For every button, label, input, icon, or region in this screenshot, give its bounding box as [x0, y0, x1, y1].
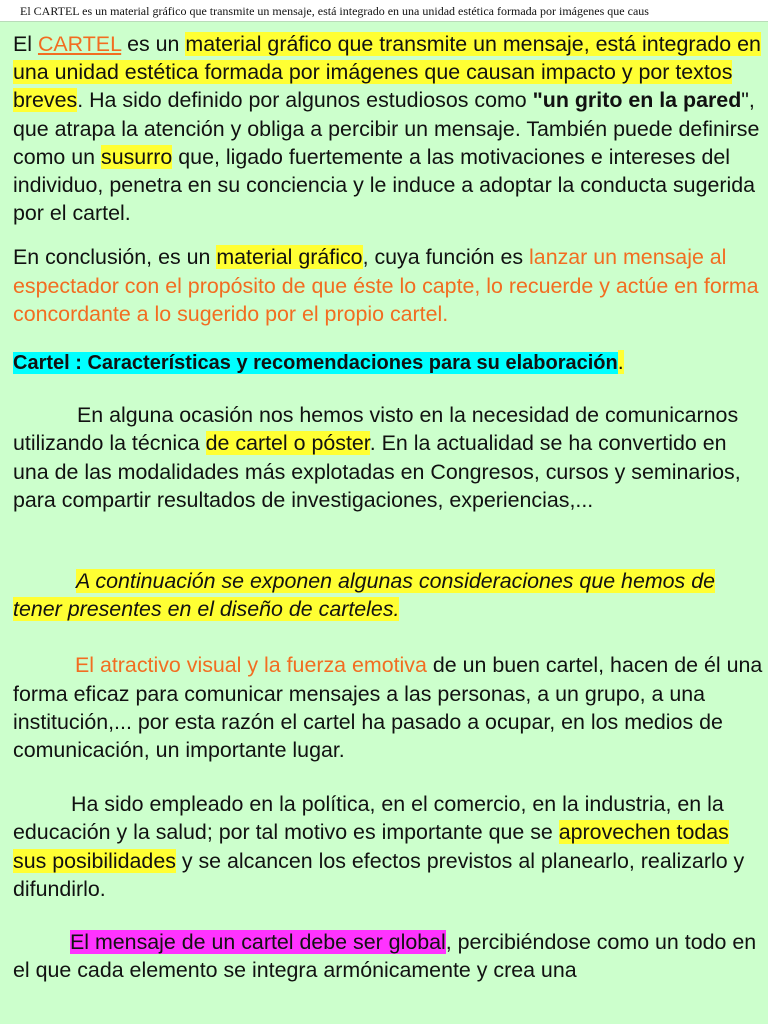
paragraph-definition	[13, 30, 765, 227]
section-heading	[13, 348, 765, 377]
text-span: Ha sido empleado en la política, en el comercio, en la industria, en la educación y la salud; por tal motivo es importante que se	[13, 792, 724, 845]
text-span: y se alcancen los efectos previstos al planearlo, realizarlo y difundirlo.	[13, 848, 745, 901]
text-span: El	[13, 32, 38, 56]
heading-highlight: Cartel : Características y recomendaciones para su elaboración	[13, 352, 618, 375]
bold-quote: "un grito en la pared	[532, 88, 742, 113]
text-span: . En la actualidad se ha convertido en una de las modalidades más explotadas en Congresos, cursos y seminarios, para compartir resultados de investigaciones, experiencias,...	[13, 431, 741, 512]
text-span: que, ligado fuertemente a las motivaciones e intereses del individuo, penetra en su conciencia y le induce a adoptar la conducta sugerida por el cartel.	[13, 144, 756, 226]
highlight-possibilities: aprovechen todas sus posibilidades	[13, 820, 729, 873]
heading-tail: .	[617, 350, 624, 375]
text-span: ", que atrapa la atención y obliga a percibir un mensaje. También puede definirse como un	[13, 88, 760, 169]
paragraph-conclusion	[13, 243, 765, 328]
orange-function-text: lanzar un mensaje al espectador con el propósito de que éste lo capte, lo recuerde y actúe en forma concordante a lo sugerido por el propio cartel.	[13, 245, 759, 326]
highlight-cartel-poster: de cartel o póster	[205, 431, 370, 456]
cartel-link[interactable]: CARTEL	[37, 32, 122, 56]
highlight-considerations: A continuación se exponen algunas consideraciones que hemos de tener presentes en el diseño de carteles.	[13, 569, 715, 622]
highlight-global-message: El mensaje de un cartel debe ser global	[70, 930, 446, 955]
text-span: , cuya función es	[362, 245, 530, 270]
paragraph-global-message	[13, 928, 765, 984]
highlight-material-grafico: material gráfico	[216, 245, 363, 270]
text-span: En conclusión, es un	[13, 245, 217, 270]
document-header: El CARTEL es un material gráfico que transmite un mensaje, está integrado en una unidad estética formada por imágenes que caus	[0, 0, 768, 22]
document-body	[13, 30, 765, 984]
orange-visual-appeal: El atractivo visual y la fuerza emotiva	[75, 653, 427, 678]
text-span: En alguna ocasión nos hemos visto en la necesidad de comunicarnos utilizando la técnica	[13, 403, 739, 456]
text-span: de un buen cartel, hacen de él una forma eficaz para comunicar mensajes a las personas, a un grupo, a una institución,... por esta razón el cartel ha pasado a ocupar, en los medios de comunicación, un importante lugar.	[13, 653, 763, 763]
highlight-susurro: susurro	[101, 144, 173, 169]
text-span: . Ha sido definido por algunos estudiosos como	[77, 88, 533, 113]
highlight-definition: material gráfico que transmite un mensaje, está integrado en una unidad estética formada por imágenes que causan impacto y por textos breves	[13, 32, 761, 113]
paragraph-usage	[13, 790, 765, 903]
paragraph-visual-appeal	[13, 651, 765, 764]
paragraph-occasion	[13, 401, 765, 514]
paragraph-considerations	[13, 567, 765, 623]
text-span: es un	[121, 32, 186, 56]
text-span: , percibiéndose como un todo en el que cada elemento se integra armónicamente y crea una	[13, 930, 757, 983]
